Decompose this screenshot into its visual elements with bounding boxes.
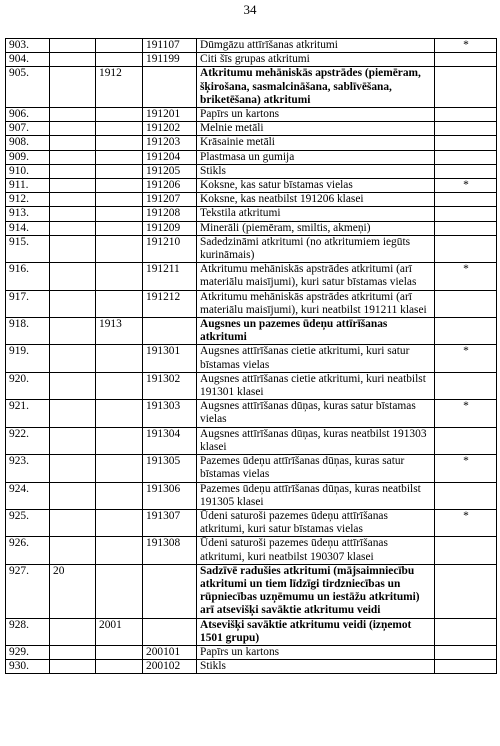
- waste-code-cell: [143, 618, 197, 645]
- description-cell: Augsnes attīrīšanas dūņas, kuras satur bīstamas vielas: [197, 400, 435, 427]
- hazard-mark-cell: *: [435, 39, 497, 53]
- waste-code-cell: [143, 564, 197, 618]
- row-number-cell: 927.: [6, 564, 50, 618]
- hazard-mark-cell: [435, 164, 497, 178]
- chapter-code-cell: [50, 345, 96, 372]
- chapter-code-cell: [50, 318, 96, 345]
- description-cell: Krāsainie metāli: [197, 136, 435, 150]
- page-number: 34: [243, 2, 257, 17]
- hazard-mark-cell: [435, 221, 497, 235]
- chapter-code-cell: [50, 39, 96, 53]
- group-code-cell: [96, 400, 143, 427]
- hazard-mark-cell: [435, 290, 497, 317]
- group-code-cell: [96, 164, 143, 178]
- group-code-cell: [96, 537, 143, 564]
- chapter-code-cell: [50, 372, 96, 399]
- table-row: [6, 290, 497, 317]
- chapter-code-cell: [50, 122, 96, 136]
- row-number-cell: 918.: [6, 318, 50, 345]
- group-code-cell: [96, 372, 143, 399]
- chapter-code-cell: [50, 400, 96, 427]
- table-row: [6, 660, 497, 674]
- waste-code-cell: 191203: [143, 136, 197, 150]
- row-number-cell: 921.: [6, 400, 50, 427]
- hazard-mark-cell: [435, 618, 497, 645]
- table-row: [6, 318, 497, 345]
- row-number-cell: 912.: [6, 193, 50, 207]
- table-row: [6, 455, 497, 482]
- waste-code-cell: 191206: [143, 179, 197, 193]
- row-number-cell: 910.: [6, 164, 50, 178]
- waste-code-cell: 191208: [143, 207, 197, 221]
- waste-code-cell: 200102: [143, 660, 197, 674]
- row-number-cell: 907.: [6, 122, 50, 136]
- chapter-code-cell: [50, 53, 96, 67]
- chapter-code-cell: [50, 427, 96, 454]
- row-number-cell: 908.: [6, 136, 50, 150]
- waste-code-cell: 191205: [143, 164, 197, 178]
- description-cell: Citi šīs grupas atkritumi: [197, 53, 435, 67]
- chapter-code-cell: [50, 537, 96, 564]
- waste-classification-table: [5, 38, 497, 674]
- description-cell: Atkritumu mehāniskās apstrādes atkritumi (arī materiālu maisījumi), kuri neatbilst 191211 klasei: [197, 290, 435, 317]
- hazard-mark-cell: [435, 660, 497, 674]
- group-code-cell: [96, 660, 143, 674]
- chapter-code-cell: [50, 290, 96, 317]
- row-number-cell: 915.: [6, 235, 50, 262]
- chapter-code-cell: [50, 235, 96, 262]
- waste-code-cell: 191204: [143, 150, 197, 164]
- row-number-cell: 913.: [6, 207, 50, 221]
- row-number-cell: 905.: [6, 67, 50, 108]
- waste-code-cell: [143, 318, 197, 345]
- table-row: [6, 618, 497, 645]
- waste-code-cell: 191210: [143, 235, 197, 262]
- hazard-mark-cell: *: [435, 400, 497, 427]
- table-row: [6, 53, 497, 67]
- row-number-cell: 926.: [6, 537, 50, 564]
- group-code-cell: 2001: [96, 618, 143, 645]
- chapter-code-cell: [50, 67, 96, 108]
- hazard-mark-cell: *: [435, 345, 497, 372]
- group-code-cell: [96, 455, 143, 482]
- hazard-mark-cell: [435, 53, 497, 67]
- table-row: [6, 39, 497, 53]
- chapter-code-cell: [50, 618, 96, 645]
- description-cell: Augsnes attīrīšanas cietie atkritumi, kuri satur bīstamas vielas: [197, 345, 435, 372]
- group-code-cell: [96, 39, 143, 53]
- table-row: [6, 564, 497, 618]
- hazard-mark-cell: [435, 645, 497, 659]
- group-code-cell: [96, 427, 143, 454]
- group-code-cell: [96, 235, 143, 262]
- table-row: [6, 136, 497, 150]
- chapter-code-cell: [50, 221, 96, 235]
- table-row: [6, 645, 497, 659]
- waste-code-cell: 191211: [143, 263, 197, 290]
- chapter-code-cell: [50, 645, 96, 659]
- waste-code-cell: [143, 67, 197, 108]
- chapter-code-cell: [50, 136, 96, 150]
- description-cell: Atsevišķi savāktie atkritumu veidi (izņemot 1501 grupu): [197, 618, 435, 645]
- waste-code-cell: 191303: [143, 400, 197, 427]
- waste-code-cell: 191307: [143, 509, 197, 536]
- table-row: [6, 400, 497, 427]
- hazard-mark-cell: [435, 235, 497, 262]
- waste-code-cell: 191201: [143, 108, 197, 122]
- description-cell: Pazemes ūdeņu attīrīšanas dūņas, kuras neatbilst 191305 klasei: [197, 482, 435, 509]
- description-cell: Stikls: [197, 164, 435, 178]
- waste-code-cell: 191306: [143, 482, 197, 509]
- hazard-mark-cell: [435, 207, 497, 221]
- group-code-cell: [96, 263, 143, 290]
- table-row: [6, 509, 497, 536]
- description-cell: Atkritumu mehāniskās apstrādes atkritumi (arī materiālu maisījumi), kuri satur bīstamas vielas: [197, 263, 435, 290]
- hazard-mark-cell: [435, 537, 497, 564]
- table-row: [6, 108, 497, 122]
- hazard-mark-cell: *: [435, 263, 497, 290]
- description-cell: Melnie metāli: [197, 122, 435, 136]
- table-row: [6, 164, 497, 178]
- table-row: [6, 345, 497, 372]
- table-row: [6, 193, 497, 207]
- row-number-cell: 917.: [6, 290, 50, 317]
- group-code-cell: 1913: [96, 318, 143, 345]
- waste-code-cell: 191301: [143, 345, 197, 372]
- description-cell: Papīrs un kartons: [197, 108, 435, 122]
- hazard-mark-cell: *: [435, 455, 497, 482]
- hazard-mark-cell: [435, 372, 497, 399]
- description-cell: Koksne, kas neatbilst 191206 klasei: [197, 193, 435, 207]
- group-code-cell: [96, 645, 143, 659]
- waste-code-cell: 191107: [143, 39, 197, 53]
- row-number-cell: 924.: [6, 482, 50, 509]
- row-number-cell: 909.: [6, 150, 50, 164]
- waste-code-cell: 191202: [143, 122, 197, 136]
- row-number-cell: 903.: [6, 39, 50, 53]
- waste-code-cell: 191199: [143, 53, 197, 67]
- group-code-cell: [96, 150, 143, 164]
- hazard-mark-cell: [435, 482, 497, 509]
- chapter-code-cell: [50, 179, 96, 193]
- description-cell: Plastmasa un gumija: [197, 150, 435, 164]
- description-cell: Sadzīvē radušies atkritumi (mājsaimniecību atkritumi un tiem līdzīgi tirdzniecības un rūpniecības uzņēmumu un iestāžu atkritumi) arī atsevišķi savāktie atkritumu veidi: [197, 564, 435, 618]
- hazard-mark-cell: [435, 150, 497, 164]
- table-row: [6, 482, 497, 509]
- table-row: [6, 263, 497, 290]
- row-number-cell: 919.: [6, 345, 50, 372]
- hazard-mark-cell: *: [435, 509, 497, 536]
- group-code-cell: [96, 221, 143, 235]
- row-number-cell: 911.: [6, 179, 50, 193]
- chapter-code-cell: [50, 455, 96, 482]
- table-row: [6, 235, 497, 262]
- chapter-code-cell: [50, 150, 96, 164]
- chapter-code-cell: [50, 193, 96, 207]
- row-number-cell: 925.: [6, 509, 50, 536]
- row-number-cell: 920.: [6, 372, 50, 399]
- waste-code-cell: 191207: [143, 193, 197, 207]
- description-cell: Sadedzināmi atkritumi (no atkritumiem iegūts kurināmais): [197, 235, 435, 262]
- row-number-cell: 928.: [6, 618, 50, 645]
- table-row: [6, 122, 497, 136]
- table-row: [6, 221, 497, 235]
- row-number-cell: 914.: [6, 221, 50, 235]
- description-cell: Pazemes ūdeņu attīrīšanas dūņas, kuras satur bīstamas vielas: [197, 455, 435, 482]
- row-number-cell: 906.: [6, 108, 50, 122]
- table-body: [6, 39, 497, 674]
- hazard-mark-cell: [435, 318, 497, 345]
- description-cell: Papīrs un kartons: [197, 645, 435, 659]
- group-code-cell: [96, 53, 143, 67]
- waste-code-cell: 191302: [143, 372, 197, 399]
- group-code-cell: 1912: [96, 67, 143, 108]
- description-cell: Ūdeni saturoši pazemes ūdeņu attīrīšanas atkritumi, kuri neatbilst 190307 klasei: [197, 537, 435, 564]
- group-code-cell: [96, 564, 143, 618]
- chapter-code-cell: [50, 660, 96, 674]
- hazard-mark-cell: [435, 193, 497, 207]
- chapter-code-cell: [50, 482, 96, 509]
- chapter-code-cell: 20: [50, 564, 96, 618]
- hazard-mark-cell: [435, 564, 497, 618]
- hazard-mark-cell: [435, 108, 497, 122]
- chapter-code-cell: [50, 207, 96, 221]
- chapter-code-cell: [50, 263, 96, 290]
- chapter-code-cell: [50, 509, 96, 536]
- group-code-cell: [96, 207, 143, 221]
- description-cell: Minerāli (piemēram, smiltis, akmeņi): [197, 221, 435, 235]
- group-code-cell: [96, 509, 143, 536]
- table-row: [6, 207, 497, 221]
- group-code-cell: [96, 482, 143, 509]
- group-code-cell: [96, 290, 143, 317]
- description-cell: Koksne, kas satur bīstamas vielas: [197, 179, 435, 193]
- table-row: [6, 537, 497, 564]
- row-number-cell: 930.: [6, 660, 50, 674]
- chapter-code-cell: [50, 108, 96, 122]
- description-cell: Augsnes attīrīšanas dūņas, kuras neatbilst 191303 klasei: [197, 427, 435, 454]
- description-cell: Augsnes un pazemes ūdeņu attīrīšanas atkritumi: [197, 318, 435, 345]
- group-code-cell: [96, 193, 143, 207]
- waste-code-cell: 191308: [143, 537, 197, 564]
- waste-code-cell: 191212: [143, 290, 197, 317]
- group-code-cell: [96, 122, 143, 136]
- table-row: [6, 67, 497, 108]
- hazard-mark-cell: [435, 136, 497, 150]
- description-cell: Atkritumu mehāniskās apstrādes (piemēram, šķirošana, sasmalcināšana, sablīvēšana, briketēšana) atkritumi: [197, 67, 435, 108]
- hazard-mark-cell: [435, 122, 497, 136]
- chapter-code-cell: [50, 164, 96, 178]
- description-cell: Ūdeni saturoši pazemes ūdeņu attīrīšanas atkritumi, kuri satur bīstamas vielas: [197, 509, 435, 536]
- row-number-cell: 929.: [6, 645, 50, 659]
- waste-code-cell: 191209: [143, 221, 197, 235]
- table-row: [6, 372, 497, 399]
- hazard-mark-cell: *: [435, 179, 497, 193]
- waste-code-cell: 200101: [143, 645, 197, 659]
- row-number-cell: 916.: [6, 263, 50, 290]
- waste-code-cell: 191305: [143, 455, 197, 482]
- table-row: [6, 179, 497, 193]
- group-code-cell: [96, 136, 143, 150]
- description-cell: Augsnes attīrīšanas cietie atkritumi, kuri neatbilst 191301 klasei: [197, 372, 435, 399]
- hazard-mark-cell: [435, 67, 497, 108]
- group-code-cell: [96, 179, 143, 193]
- description-cell: Tekstila atkritumi: [197, 207, 435, 221]
- table-row: [6, 150, 497, 164]
- row-number-cell: 922.: [6, 427, 50, 454]
- table-row: [6, 427, 497, 454]
- row-number-cell: 904.: [6, 53, 50, 67]
- group-code-cell: [96, 108, 143, 122]
- hazard-mark-cell: [435, 427, 497, 454]
- description-cell: Dūmgāzu attīrīšanas atkritumi: [197, 39, 435, 53]
- group-code-cell: [96, 345, 143, 372]
- waste-code-cell: 191304: [143, 427, 197, 454]
- row-number-cell: 923.: [6, 455, 50, 482]
- description-cell: Stikls: [197, 660, 435, 674]
